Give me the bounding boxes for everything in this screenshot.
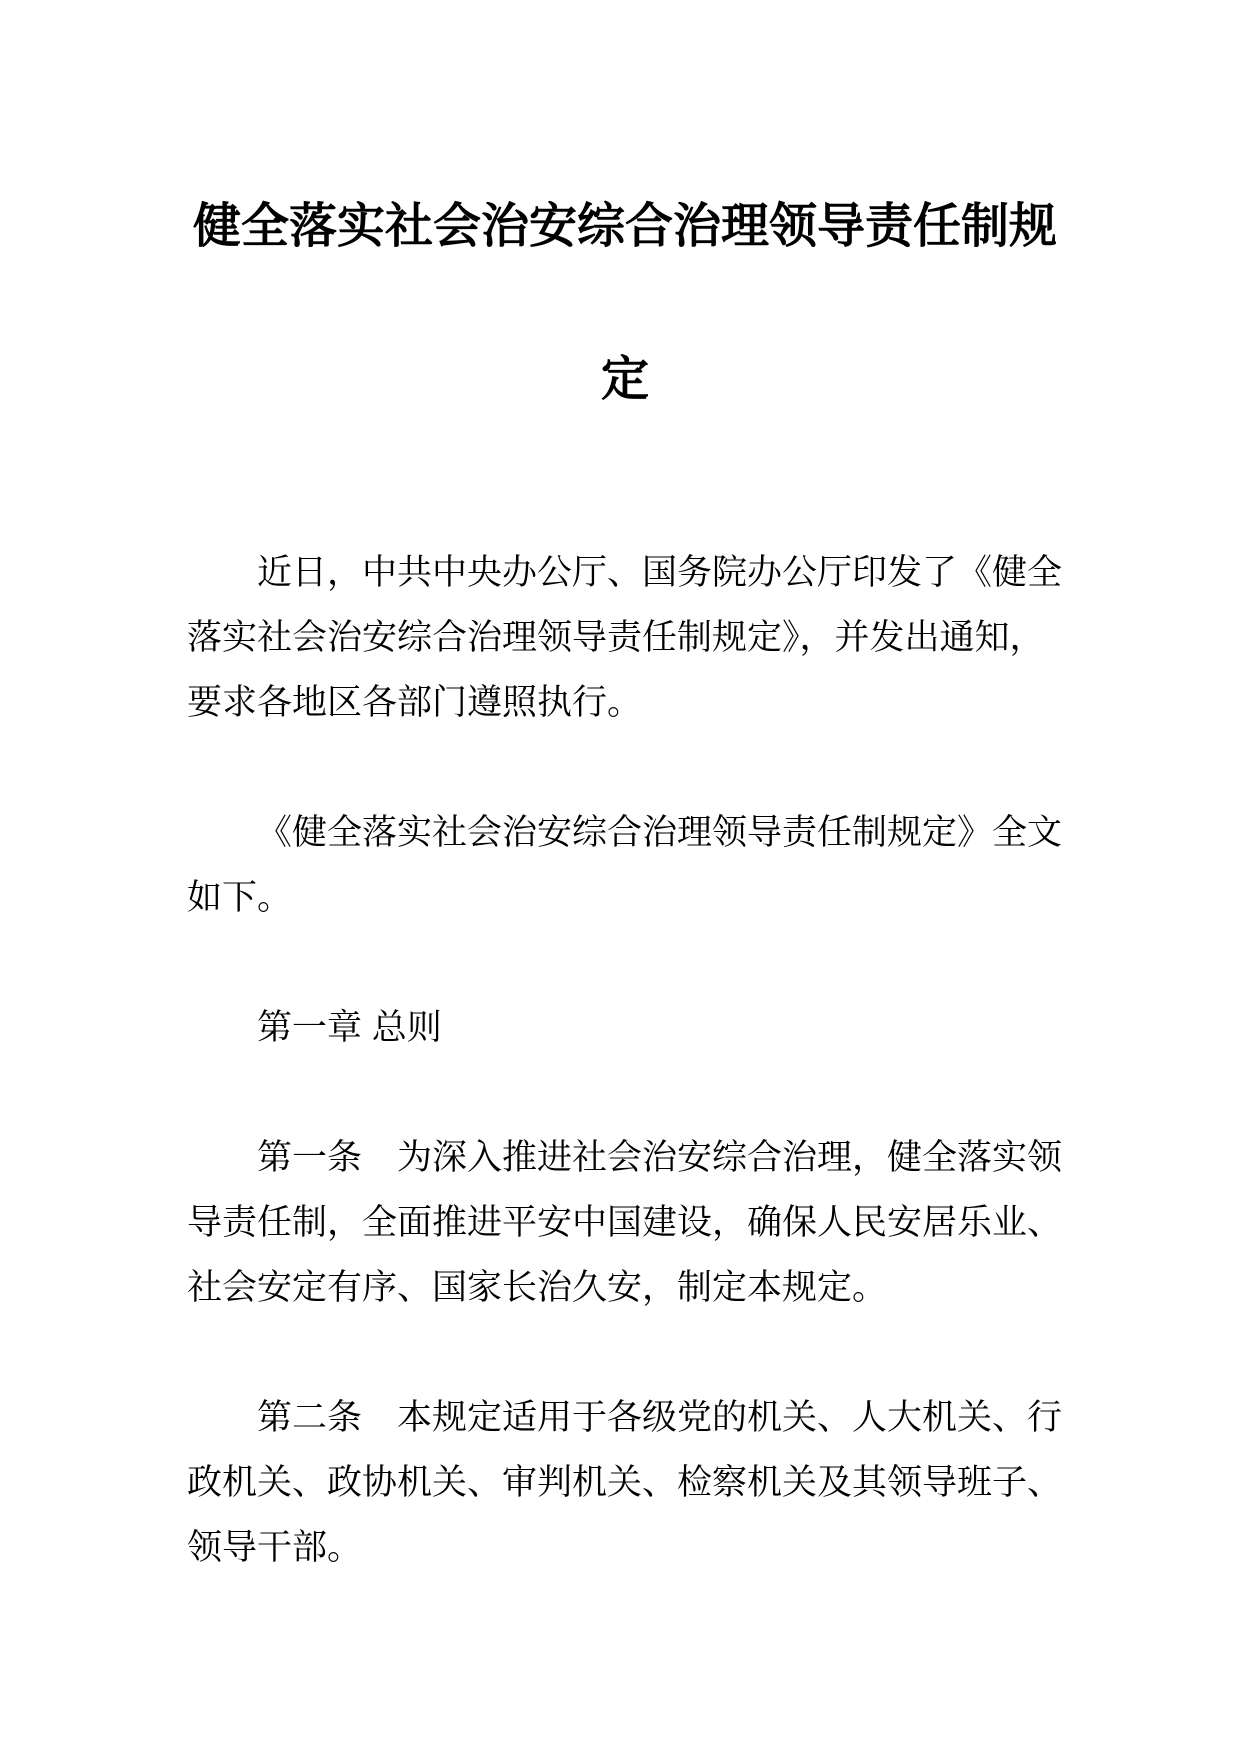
title-line-2: 定 [600,353,649,406]
fulltext-paragraph [187,800,1063,930]
paragraph-line: 要求各地区各部门遵照执行。 [187,683,643,722]
paragraph-line: 《健全落实社会治安综合治理领导责任制规定》全文 [257,813,1063,852]
chapter-heading-line: 第一章 总则 [257,1008,442,1047]
chapter-1-heading [187,995,1063,1060]
article-2-paragraph [187,1385,1063,1580]
intro-paragraph [187,540,1063,735]
paragraph-line: 第一条 为深入推进社会治安综合治理，健全落实领 [257,1138,1063,1177]
paragraph-line: 近日，中共中央办公厅、国务院办公厅印发了《健全 [257,553,1063,592]
paragraph-line: 社会安定有序、国家长治久安，制定本规定。 [187,1268,888,1307]
paragraph-line: 如下。 [187,878,293,917]
document-content [187,0,1063,1645]
paragraph-line: 领导干部。 [187,1528,363,1567]
paragraph-line: 政机关、政协机关、审判机关、检察机关及其领导班子、 [187,1463,1063,1502]
paragraph-line: 导责任制，全面推进平安中国建设，确保人民安居乐业、 [187,1203,1063,1242]
paragraph-line: 第二条 本规定适用于各级党的机关、人大机关、行 [257,1398,1063,1437]
article-1-paragraph [187,1125,1063,1320]
title-line-1: 健全落实社会治安综合治理领导责任制规 [192,200,1057,253]
paragraph-line: 落实社会治安综合治理领导责任制规定》，并发出通知， [187,618,1045,657]
page-title [187,150,1063,456]
